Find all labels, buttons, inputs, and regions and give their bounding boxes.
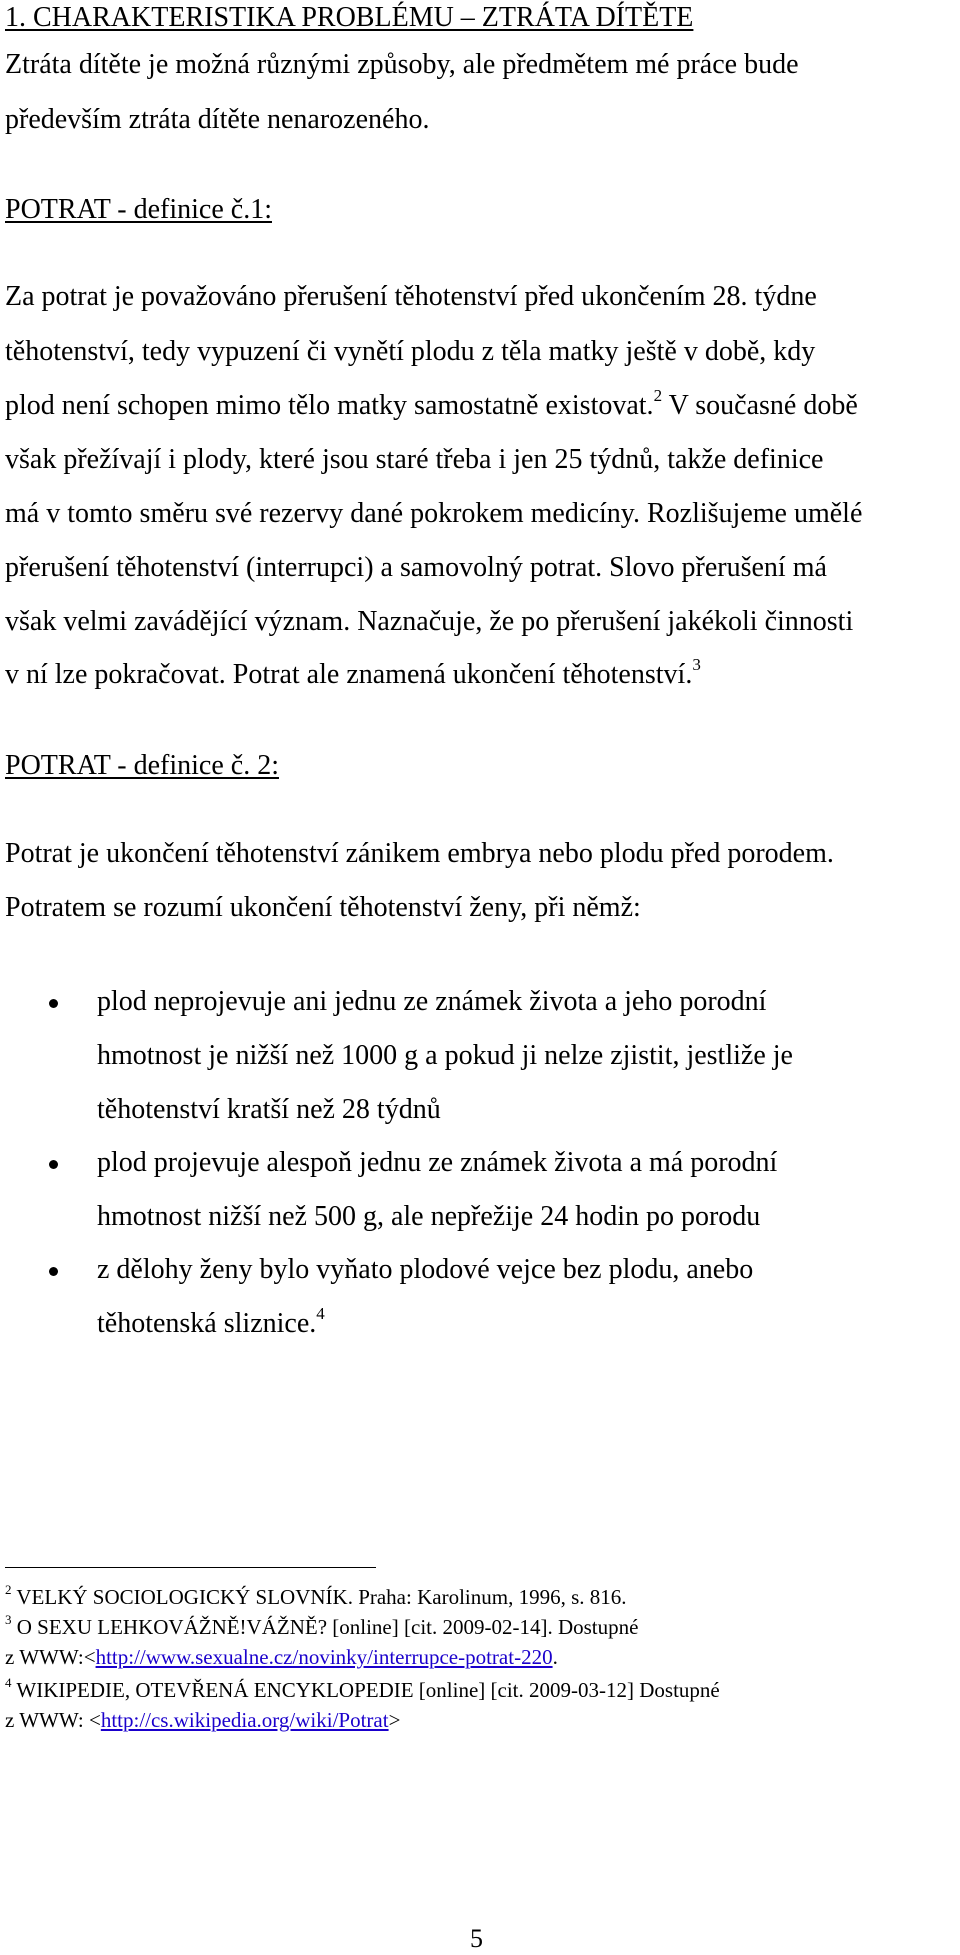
- bullet-2-line-1: plod projevuje alespoň jednu ze známek života a má porodní: [97, 1147, 778, 1178]
- def1-line-8: [5, 654, 701, 691]
- footnote-ref-3: 3: [692, 654, 701, 674]
- footnote-ref-2: 2: [653, 385, 663, 405]
- footnote-3-text: O SEXU LEHKOVÁŽNĚ!VÁŽNĚ? [online] [cit. 2009-02-14]. Dostupné: [16, 1615, 639, 1639]
- bullet-3-line-2: [97, 1303, 325, 1340]
- def1-line-5: má v tomto směru své rezervy dané pokrokem medicíny. Rozlišujeme umělé: [5, 498, 863, 529]
- def1-line-7: však velmi zavádějící význam. Naznačuje, že po přerušení jakékoli činnosti: [5, 606, 854, 637]
- intro-line-1: Ztráta dítěte je možná různými způsoby, ale předmětem mé práce bude: [5, 49, 799, 80]
- footnote-separator: [5, 1567, 376, 1568]
- def1-line-4: však přežívají i plody, které jsou staré třeba i jen 25 týdnů, takže definice: [5, 444, 824, 475]
- bullet-1-line-2: hmotnost je nižší než 1000 g a pokud ji nelze zjistit, jestliže je: [97, 1040, 793, 1071]
- footnote-3-number: 3: [5, 1612, 12, 1627]
- footnote-4-suffix: >: [388, 1708, 401, 1732]
- def1-line-2: těhotenství, tedy vypuzení či vynětí plodu z těla matky ještě v době, kdy: [5, 336, 816, 367]
- bullet-1-line-1: plod neprojevuje ani jednu ze známek života a jeho porodní: [97, 986, 767, 1017]
- footnote-4: [5, 1677, 720, 1703]
- bullet-3-line-1: z dělohy ženy bylo vyňato plodové vejce bez plodu, anebo: [97, 1254, 754, 1285]
- def1-line-3: [5, 385, 858, 422]
- footnote-4-prefix: z WWW: <: [5, 1708, 101, 1732]
- footnote-3-prefix: z WWW:<: [5, 1645, 96, 1669]
- bullet-1-line-3: těhotenství kratší než 28 týdnů: [97, 1094, 441, 1125]
- def1-line-6: přerušení těhotenství (interrupci) a samovolný potrat. Slovo přerušení má: [5, 552, 827, 583]
- footnote-ref-4: 4: [316, 1303, 325, 1323]
- footnote-3-link-line: [5, 1644, 558, 1670]
- def1-line-1: Za potrat je považováno přerušení těhotenství před ukončením 28. týdne: [5, 281, 817, 312]
- page-number: 5: [470, 1924, 483, 1953]
- footnote-4-text: WIKIPEDIE, OTEVŘENÁ ENCYKLOPEDIE [online] [cit. 2009-03-12] Dostupné: [16, 1678, 720, 1702]
- footnote-2-text: VELKÝ SOCIOLOGICKÝ SLOVNÍK. Praha: Karolinum, 1996, s. 816.: [16, 1585, 627, 1609]
- footnote-3-link[interactable]: http://www.sexualne.cz/novinky/interrupce-potrat-220: [95, 1645, 553, 1669]
- bullet-dot-2: [49, 1160, 58, 1169]
- definition-1-title: POTRAT - definice č.1:: [5, 194, 272, 225]
- footnote-4-link[interactable]: http://cs.wikipedia.org/wiki/Potrat: [100, 1708, 389, 1732]
- definition-2-title: POTRAT - definice č. 2:: [5, 750, 279, 781]
- def1-line-8-text: v ní lze pokračovat. Potrat ale znamená ukončení těhotenství.: [5, 659, 693, 690]
- bullet-dot-3: [49, 1267, 58, 1276]
- footnote-3: [5, 1614, 638, 1640]
- bullet-3-line-2-text: těhotenská sliznice.: [97, 1308, 317, 1339]
- footnote-2: [5, 1584, 627, 1610]
- intro-line-2: především ztráta dítěte nenarozeného.: [5, 104, 430, 135]
- bullet-2-line-2: hmotnost nižší než 500 g, ale nepřežije 24 hodin po porodu: [97, 1201, 761, 1232]
- def2-line-1: Potrat je ukončení těhotenství zánikem embrya nebo plodu před porodem.: [5, 838, 834, 869]
- def1-line-3-tail: V současné době: [668, 390, 858, 421]
- footnote-4-link-line: [5, 1707, 400, 1733]
- def1-line-3-text: plod není schopen mimo tělo matky samostatně existovat.: [5, 390, 654, 421]
- bullet-dot-1: [49, 999, 58, 1008]
- footnote-3-suffix: .: [552, 1645, 558, 1669]
- footnote-2-number: 2: [5, 1582, 12, 1597]
- chapter-heading: 1. CHARAKTERISTIKA PROBLÉMU – ZTRÁTA DÍTĚTE: [5, 2, 694, 33]
- def2-line-2: Potratem se rozumí ukončení těhotenství ženy, při němž:: [5, 892, 641, 923]
- footnote-4-number: 4: [5, 1675, 12, 1690]
